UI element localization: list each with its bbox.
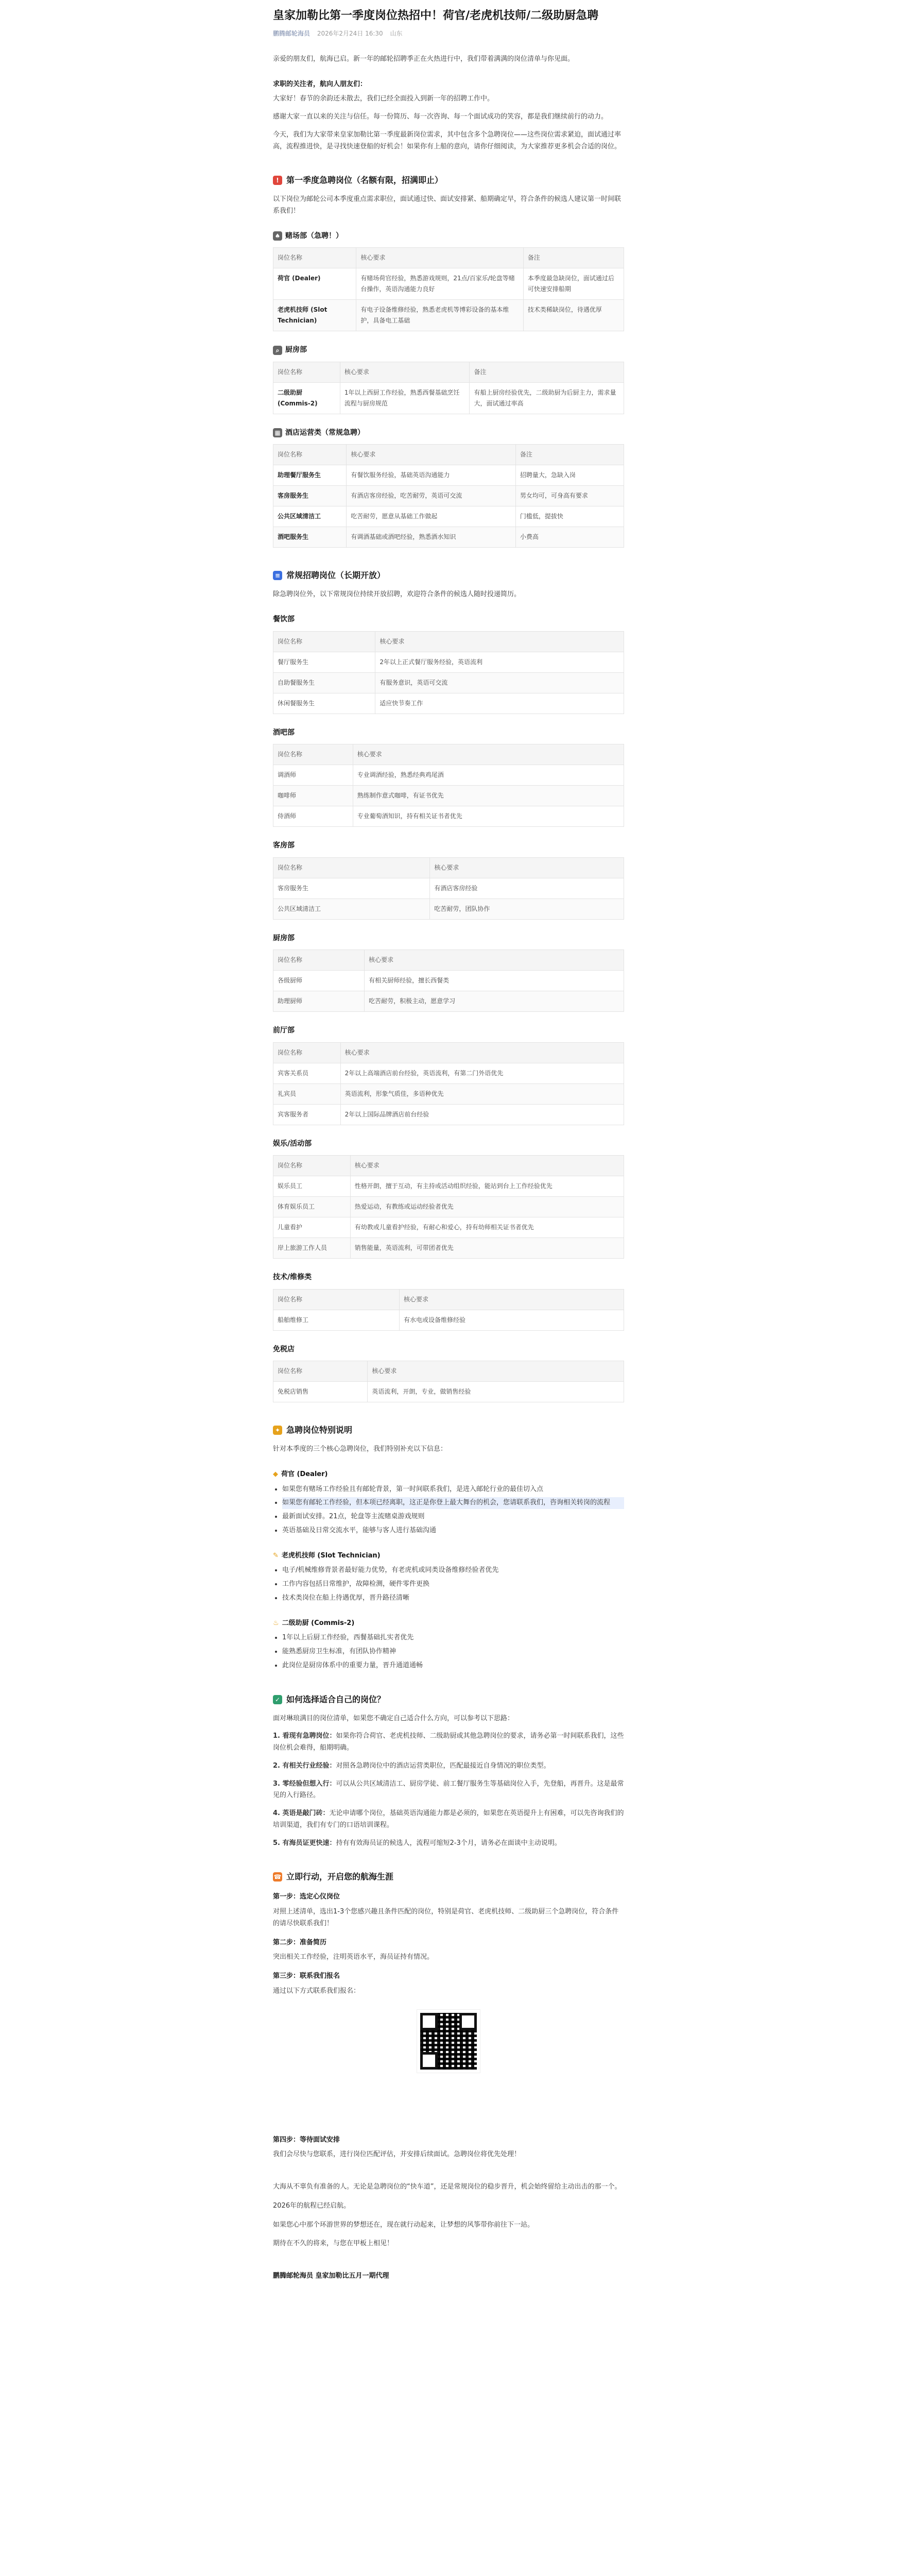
- choose-item: [273, 1731, 624, 1754]
- note-title-text: 荷官 (Dealer): [281, 1470, 328, 1478]
- table-cell: 有幼教或儿童看护经验，有耐心和爱心，持有幼师相关证书者优先: [350, 1217, 624, 1238]
- choose-item: [273, 1808, 624, 1832]
- column-header: 备注: [515, 445, 624, 465]
- kitchen-heading: [273, 344, 624, 357]
- list-item: • 技术类岗位在船上待遇优厚，晋升路径清晰: [282, 1592, 624, 1604]
- table-cell: 熟练制作意式咖啡，有证书优先: [353, 786, 624, 806]
- section-heading-text: 常规招聘岗位（长期开放）: [286, 570, 386, 581]
- table-cell: 餐厅服务生: [273, 652, 375, 672]
- table-row: [273, 899, 624, 919]
- note-list: [273, 1565, 624, 1604]
- column-header: 核心要求: [353, 744, 624, 765]
- table-cell: 吃苦耐劳，愿意从基础工作做起: [347, 506, 516, 527]
- column-header: 核心要求: [365, 950, 624, 971]
- choose-lead: 3. 零经验但想入行：: [273, 1780, 336, 1788]
- table-row: [273, 693, 624, 714]
- table-cell: 体育娱乐员工: [273, 1197, 351, 1217]
- table-row: [273, 1083, 624, 1104]
- account-link[interactable]: 鹏腾邮轮海员: [273, 29, 310, 37]
- table-row: [273, 1104, 624, 1125]
- column-header: 核心要求: [350, 1156, 624, 1176]
- section-heading-regular: [273, 568, 624, 583]
- table-cell: 有赌场荷官经验，熟悉游戏规则，21点/百家乐/轮盘等赌台操作，英语沟通能力良好: [356, 268, 523, 300]
- urgent-notes: [273, 1469, 624, 1672]
- closing-paragraph: 期待在不久的将来，与您在甲板上相见！: [273, 2240, 394, 2248]
- column-header: 岗位名称: [273, 362, 340, 382]
- column-header: 核心要求: [375, 631, 624, 652]
- choose-lead: 2. 有相关行业经验：: [273, 1761, 336, 1770]
- table-cell: 1年以上西厨工作经验，熟悉西餐基础烹饪流程与厨房规范: [340, 382, 470, 414]
- column-header: 岗位名称: [273, 744, 353, 765]
- department-heading: 免税店: [273, 1345, 295, 1353]
- column-header: 岗位名称: [273, 857, 430, 878]
- table-row: [273, 786, 624, 806]
- table-cell: 助理餐厅服务生: [273, 465, 347, 486]
- table-cell: 专业葡萄酒知识，持有相关证书者优先: [353, 806, 624, 827]
- section-heading-choose: [273, 1692, 624, 1707]
- section-heading-text: 急聘岗位特别说明: [286, 1425, 353, 1435]
- table-row: [273, 268, 624, 300]
- table-row: [273, 506, 624, 527]
- table-header-row: [273, 631, 624, 652]
- publish-location: 山东: [390, 29, 403, 37]
- casino-heading-text: 赌场部（急聘！）: [285, 231, 343, 240]
- table-cell: 销售能量，英语流利，可带团者优先: [350, 1238, 624, 1259]
- note-list: [273, 1484, 624, 1537]
- table-cell: 公共区域清洁工: [273, 899, 430, 919]
- table-cell: 有水电或设备维修经验: [400, 1310, 624, 1330]
- table-header-row: [273, 1361, 624, 1382]
- casino-icon: ♠: [273, 231, 282, 241]
- choose-item: [273, 1778, 624, 1802]
- table-cell: 娱乐员工: [273, 1176, 351, 1197]
- choose-text: 无论申请哪个岗位，基础英语沟通能力都是必须的，如果您在英语提升上有困难，可以先咨询我们的培训渠道，我们有专门的口语培训课程。: [273, 1809, 624, 1829]
- table-row: [273, 806, 624, 827]
- list-item: • 1年以上后厨工作经验，西餐基础扎实者优先: [282, 1632, 624, 1644]
- siren-icon: !: [273, 176, 282, 185]
- table-cell: 吃苦耐劳，团队协作: [430, 899, 624, 919]
- list-item: • 如果您有邮轮工作经验，但本项已经离职，这正是你登上最大舞台的机会，您请联系我们，咨询相关转岗的流程: [282, 1497, 624, 1509]
- department-table: [273, 950, 624, 1012]
- table-header-row: [273, 1042, 624, 1063]
- table-row: [273, 300, 624, 331]
- column-header: 岗位名称: [273, 1361, 368, 1382]
- column-header: 岗位名称: [273, 1042, 341, 1063]
- table-cell: 技术类稀缺岗位，待遇优厚: [523, 300, 624, 331]
- department-table: [273, 1289, 624, 1331]
- step-text: 通过以下方式联系我们报名：: [273, 1987, 360, 1995]
- intro-paragraph: 亲爱的朋友们，航海已启。新一年的邮轮招聘季正在火热进行中，我们带着满满的岗位清单与你见面。: [273, 55, 575, 63]
- closing-paragraph: 大海从不辜负有准备的人。无论是急聘岗位的“快车道”，还是常规岗位的稳步晋升，机会始终留给主动出击的那一个。: [273, 2183, 622, 2191]
- table-cell: 二级助厨 (Commis-2): [273, 382, 340, 414]
- column-header: 核心要求: [368, 1361, 624, 1382]
- table-cell: 老虎机技师 (Slot Technician): [273, 300, 356, 331]
- table-cell: 自助餐服务生: [273, 672, 375, 693]
- closing-paragraph: 2026年的航程已经启航。: [273, 2201, 351, 2210]
- regular-departments: [273, 613, 624, 1402]
- list-item: • 如果您有赌场工作经验且有邮轮背景，第一时间联系我们，是进入邮轮行业的最佳切入点: [282, 1484, 624, 1496]
- table-row: [273, 1197, 624, 1217]
- table-cell: 有餐饮服务经验，基础英语沟通能力: [347, 465, 516, 486]
- table-cell: 岸上旅游工作人员: [273, 1238, 351, 1259]
- closing-paragraph: 如果您心中那个环游世界的梦想还在，现在就行动起来，让梦想的风筝带你前往下一站。: [273, 2221, 534, 2229]
- table-row: [273, 991, 624, 1012]
- step-title: 第一步：选定心仪岗位: [273, 1893, 340, 1901]
- column-header: 核心要求: [356, 248, 523, 268]
- department-table: [273, 744, 624, 827]
- action-steps: [273, 1891, 624, 1997]
- qr-code[interactable]: [417, 2010, 480, 2073]
- table-row: [273, 1176, 624, 1197]
- section-heading-action: [273, 1870, 624, 1884]
- intro-paragraph: 大家好！春节的余韵还未散去，我们已经全面投入到新一年的招聘工作中。: [273, 95, 494, 103]
- table-cell: 性格开朗，擅于互动，有主持或活动组织经验，能站到台上工作经验优先: [350, 1176, 624, 1197]
- column-header: 核心要求: [347, 445, 516, 465]
- table-cell: 2年以上国际品牌酒店前台经验: [340, 1104, 624, 1125]
- table-cell: 吃苦耐劳，积极主动，愿意学习: [365, 991, 624, 1012]
- table-cell: 小费高: [515, 527, 624, 548]
- kitchen-heading-text: 厨房部: [285, 346, 307, 354]
- table-header-row: [273, 362, 624, 382]
- table-cell: 各级厨师: [273, 971, 365, 991]
- bulb-icon: ✦: [273, 1426, 282, 1435]
- table-row: [273, 1217, 624, 1238]
- publish-date: 2026年2月24日 16:30: [317, 29, 383, 37]
- step-title: 第三步：联系我们报名: [273, 1972, 340, 1980]
- note-title-text: 老虎机技师 (Slot Technician): [281, 1551, 381, 1560]
- note-title: [273, 1550, 624, 1562]
- hotel-heading: [273, 427, 624, 439]
- hotel-table: [273, 444, 624, 548]
- table-row: [273, 465, 624, 486]
- step-text: 我们会尽快与您联系，进行岗位匹配评估，并安排后续面试。急聘岗位将优先处理！: [273, 2150, 521, 2159]
- table-cell: 专业调酒经验，熟悉经典鸡尾酒: [353, 765, 624, 786]
- department-heading: 酒吧部: [273, 728, 295, 737]
- table-row: [273, 1310, 624, 1330]
- choose-item: [273, 1838, 624, 1850]
- note-list: [273, 1632, 624, 1671]
- department-heading: 客房部: [273, 841, 295, 850]
- department-table: [273, 631, 624, 714]
- table-cell: 客房服务生: [273, 486, 347, 506]
- table-cell: 2年以上正式餐厅服务经验，英语流利: [375, 652, 624, 672]
- section-heading-urgent: [273, 173, 624, 188]
- casino-heading: [273, 230, 624, 243]
- casino-table: [273, 247, 624, 331]
- table-header-row: [273, 950, 624, 971]
- table-cell: 宾客关系员: [273, 1063, 341, 1083]
- table-row: [273, 382, 624, 414]
- table-cell: 英语流利，开朗，专业，做销售经验: [368, 1382, 624, 1402]
- table-row: [273, 1382, 624, 1402]
- table-cell: 儿童看护: [273, 1217, 351, 1238]
- choose-item: [273, 1760, 624, 1772]
- table-row: [273, 765, 624, 786]
- table-cell: 荷官 (Dealer): [273, 268, 356, 300]
- table-cell: 船舶维修工: [273, 1310, 400, 1330]
- table-header-row: [273, 744, 624, 765]
- department-heading: 前厅部: [273, 1026, 295, 1035]
- table-row: [273, 971, 624, 991]
- table-row: [273, 486, 624, 506]
- list-item: • 电子/机械维修背景者最好能力优势，有老虎机或同类设备维修经验者优先: [282, 1565, 624, 1577]
- kitchen-table: [273, 362, 624, 414]
- table-cell: 招聘量大，急缺入岗: [515, 465, 624, 486]
- compass-icon: ✓: [273, 1695, 282, 1704]
- list-item: • 最新面试安排。21点，轮盘等主流赌桌游戏规则: [282, 1511, 624, 1523]
- list-item: • 英语基础及日常交流水平，能够与客人进行基础沟通: [282, 1525, 624, 1537]
- table-cell: 侍酒师: [273, 806, 353, 827]
- department-table: [273, 1361, 624, 1402]
- table-cell: 酒吧服务生: [273, 527, 347, 548]
- choose-lead: 4. 英语是敲门砖：: [273, 1809, 330, 1818]
- table-cell: 有酒店客房经验，吃苦耐劳，英语可交流: [347, 486, 516, 506]
- section-desc: 以下岗位为邮轮公司本季度重点需求职位，面试通过快、面试安排紧、船期确定早，符合条件的候选人建议第一时间联系我们！: [273, 195, 622, 215]
- column-header: 岗位名称: [273, 631, 375, 652]
- table-cell: 助理厨师: [273, 991, 365, 1012]
- note-title: [273, 1469, 624, 1481]
- department-heading: 娱乐/活动部: [273, 1139, 312, 1148]
- table-cell: 热爱运动，有教练或运动经验者优先: [350, 1197, 624, 1217]
- table-cell: 客房服务生: [273, 878, 430, 899]
- column-header: 岗位名称: [273, 1289, 400, 1310]
- table-cell: 有船上厨房经验优先，二级助厨为后厨主力，需求量大，面试通过率高: [470, 382, 624, 414]
- step-title: 第二步：准备简历: [273, 1938, 327, 1946]
- table-cell: 有服务意识，英语可交流: [375, 672, 624, 693]
- section-heading-text: 如何选择适合自己的岗位？: [286, 1694, 386, 1704]
- table-cell: 有相关厨师经验，擅长西餐类: [365, 971, 624, 991]
- table-cell: 本季度最急缺岗位，面试通过后可快速安排船期: [523, 268, 624, 300]
- choose-text: 如果你符合荷官、老虎机技师、二级助厨或其他急聘岗位的要求，请务必第一时间联系我们，这些岗位机会难得，船期明确。: [273, 1732, 624, 1752]
- table-header-row: [273, 857, 624, 878]
- section-heading-text: 第一季度急聘岗位（名额有限，招满即止）: [286, 175, 443, 185]
- section-desc: 针对本季度的三个核心急聘岗位，我们特别补充以下信息：: [273, 1445, 447, 1453]
- table-row: [273, 652, 624, 672]
- table-cell: 免税店销售: [273, 1382, 368, 1402]
- note-title: [273, 1618, 624, 1630]
- column-header: 核心要求: [400, 1289, 624, 1310]
- column-header: 核心要求: [340, 1042, 624, 1063]
- list-item: • 能熟悉厨房卫生标准，有团队协作精神: [282, 1646, 624, 1658]
- list-item: • 此岗位是厨房体系中的重要力量，晋升通道通畅: [282, 1660, 624, 1672]
- choose-list: [273, 1731, 624, 1849]
- section-desc: 面对琳琅满目的岗位清单，如果您不确定自己适合什么方向，可以参考以下思路：: [273, 1714, 514, 1722]
- step-text: 对照上述清单，选出1-3个您感兴趣且条件匹配的岗位，特别是荷官、老虎机技师、二级助厨三个急聘岗位，符合条件的请尽快联系我们！: [273, 1908, 619, 1927]
- table-cell: 咖啡师: [273, 786, 353, 806]
- step-title: 第四步：等待面试安排: [273, 2136, 340, 2144]
- table-row: [273, 527, 624, 548]
- choose-text: 对照各急聘岗位中的酒店运营类职位，匹配最接近自身情况的职位类型。: [336, 1761, 550, 1770]
- table-cell: 有电子设备维修经验，熟悉老虎机等博彩设备的基本维护，具备电工基础: [356, 300, 523, 331]
- table-cell: 调酒师: [273, 765, 353, 786]
- intro-subheading: 求职的关注者，航向人朋友们：: [273, 80, 367, 88]
- column-header: 岗位名称: [273, 248, 356, 268]
- intro-paragraph: 感谢大家一直以来的关注与信任。每一份简历、每一次咨询、每一个面试成功的笑容，都是我们继续前行的动力。: [273, 113, 608, 121]
- table-row: [273, 878, 624, 899]
- phone-icon: ☎: [273, 1873, 282, 1881]
- table-cell: 公共区域清洁工: [273, 506, 347, 527]
- chef-icon: ♨: [273, 1619, 279, 1627]
- wrench-icon: ✎: [273, 1551, 279, 1560]
- department-table: [273, 1155, 624, 1259]
- intro-paragraph: 今天，我们为大家带来皇家加勒比第一季度最新岗位需求，其中包含多个急聘岗位——这些岗位需求紧迫，面试通过率高，流程推进快，是寻找快速登船的好机会！如果你有上船的意向，请你仔细阅读，为大家推荐更多机会合适的岗位。: [273, 130, 622, 150]
- table-cell: 宾客服务者: [273, 1104, 341, 1125]
- table-cell: 适应快节奏工作: [375, 693, 624, 714]
- clipboard-icon: ≡: [273, 571, 282, 580]
- table-row: [273, 1238, 624, 1259]
- column-header: 岗位名称: [273, 950, 365, 971]
- column-header: 核心要求: [430, 857, 624, 878]
- column-header: 核心要求: [340, 362, 470, 382]
- table-cell: 有酒店客房经验: [430, 878, 624, 899]
- column-header: 备注: [470, 362, 624, 382]
- hotel-heading-text: 酒店运营类（常规急聘）: [285, 428, 365, 437]
- table-header-row: [273, 1156, 624, 1176]
- table-cell: 2年以上高端酒店前台经验，英语流利，有第二门外语优先: [340, 1063, 624, 1083]
- dice-icon: ◆: [273, 1470, 278, 1478]
- department-heading: 餐饮部: [273, 615, 295, 624]
- column-header: 备注: [523, 248, 624, 268]
- table-cell: 英语流利，形象气质佳，多语种优先: [340, 1083, 624, 1104]
- article-meta: [273, 28, 624, 39]
- table-header-row: [273, 1289, 624, 1310]
- closing: [273, 2181, 624, 2282]
- hotel-icon: ▦: [273, 428, 282, 437]
- department-heading: 技术/维修类: [273, 1273, 312, 1282]
- search-icon: ⌕: [273, 346, 282, 355]
- table-row: [273, 1063, 624, 1083]
- list-item: • 工作内容包括日常维护，故障检测，硬件零件更换: [282, 1579, 624, 1590]
- table-header-row: [273, 248, 624, 268]
- table-cell: 礼宾员: [273, 1083, 341, 1104]
- section-desc: 除急聘岗位外，以下常规岗位持续开放招聘，欢迎符合条件的候选人随时投递简历。: [273, 590, 521, 599]
- section-heading-notes: [273, 1423, 624, 1437]
- note-title-text: 二级助厨 (Commis-2): [282, 1619, 355, 1627]
- signature: 鹏腾邮轮海员 皇家加勒比五月一期代理: [273, 2272, 389, 2280]
- choose-text: 持有有效海员证的候选人，流程可缩短2-3个月，请务必在面谈中主动说明。: [336, 1839, 561, 1847]
- column-header: 岗位名称: [273, 445, 347, 465]
- column-header: 岗位名称: [273, 1156, 351, 1176]
- department-heading: 厨房部: [273, 934, 295, 942]
- department-table: [273, 857, 624, 920]
- article: [273, 8, 624, 2282]
- choose-lead: 5. 有海员证更快速：: [273, 1839, 336, 1847]
- choose-lead: 1. 看现有急聘岗位：: [273, 1732, 336, 1740]
- choose-text: 可以从公共区域清洁工、厨房学徒、前工餐厅服务生等基础岗位入手，先登船，再晋升。这是最常见的入行路径。: [273, 1780, 624, 1800]
- article-title: 皇家加勒比第一季度岗位热招中！荷官/老虎机技师/二级助厨急聘: [273, 9, 599, 22]
- table-cell: 门槛低，提拔快: [515, 506, 624, 527]
- department-table: [273, 1042, 624, 1125]
- table-header-row: [273, 445, 624, 465]
- step-text: 突出相关工作经验，注明英语水平，海员证持有情况。: [273, 1953, 434, 1961]
- table-row: [273, 672, 624, 693]
- table-cell: 男女均可，可身高有要求: [515, 486, 624, 506]
- section-heading-text: 立即行动，开启您的航海生涯: [286, 1872, 394, 1882]
- table-cell: 有调酒基础或酒吧经验，熟悉酒水知识: [347, 527, 516, 548]
- table-cell: 休闲餐服务生: [273, 693, 375, 714]
